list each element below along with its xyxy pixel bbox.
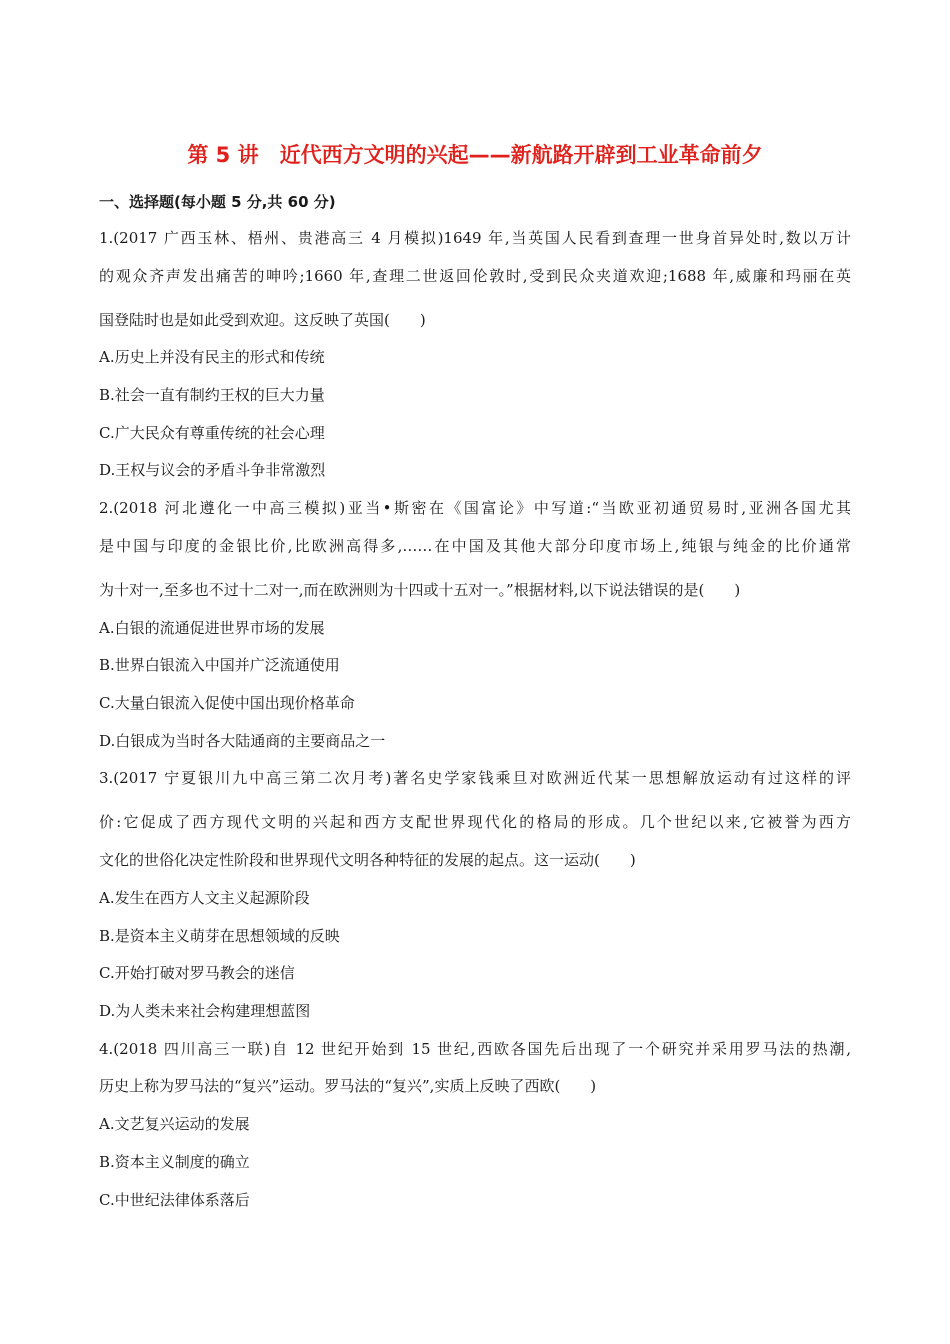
question-1-option-d: D.王权与议会的矛盾斗争非常激烈 bbox=[99, 461, 326, 479]
question-2-stem-line-1: 2.(2018 河北遵化一中高三模拟)亚当•斯密在《国富论》中写道:“当欧亚初通贸易时,亚洲各国尤其 bbox=[99, 499, 851, 517]
question-1-option-b: B.社会一直有制约王权的巨大力量 bbox=[99, 386, 325, 404]
question-4-stem-line-2: 历史上称为罗马法的“复兴”运动。罗马法的“复兴”,实质上反映了西欧( ) bbox=[99, 1077, 597, 1095]
question-4-stem-line-1: 4.(2018 四川高三一联)自 12 世纪开始到 15 世纪,西欧各国先后出现了一个研究并采用罗马法的热潮, bbox=[99, 1040, 851, 1058]
page-title: 第 5 讲 近代西方文明的兴起——新航路开辟到工业革命前夕 bbox=[187, 143, 763, 167]
question-2-option-b: B.世界白银流入中国并广泛流通使用 bbox=[99, 656, 340, 674]
question-2-stem-line-2: 是中国与印度的金银比价,比欧洲高得多,……在中国及其他大部分印度市场上,纯银与纯金的比价通常 bbox=[99, 537, 851, 555]
question-4-option-a: A.文艺复兴运动的发展 bbox=[99, 1115, 250, 1133]
section-heading: 一、选择题(每小题 5 分,共 60 分) bbox=[99, 193, 336, 211]
question-3-option-b: B.是资本主义萌芽在思想领域的反映 bbox=[99, 927, 340, 945]
question-4-option-c: C.中世纪法律体系落后 bbox=[99, 1191, 250, 1209]
question-3-option-d: D.为人类未来社会构建理想蓝图 bbox=[99, 1002, 311, 1020]
question-3-stem-line-2: 价:它促成了西方现代文明的兴起和西方支配世界现代化的格局的形成。几个世纪以来,它被誉为西方 bbox=[99, 813, 851, 831]
question-1-option-a: A.历史上并没有民主的形式和传统 bbox=[99, 348, 325, 366]
question-1-stem-line-2: 的观众齐声发出痛苦的呻吟;1660 年,查理二世返回伦敦时,受到民众夹道欢迎;1688 年,威廉和玛丽在英 bbox=[99, 267, 851, 285]
question-1-stem-line-3: 国登陆时也是如此受到欢迎。这反映了英国( ) bbox=[99, 311, 426, 329]
question-3-option-a: A.发生在西方人文主义起源阶段 bbox=[99, 889, 310, 907]
question-1-stem-line-1: 1.(2017 广西玉林、梧州、贵港高三 4 月模拟)1649 年,当英国人民看到查理一世身首异处时,数以万计 bbox=[99, 229, 851, 247]
question-2-option-a: A.白银的流通促进世界市场的发展 bbox=[99, 619, 325, 637]
question-3-option-c: C.开始打破对罗马教会的迷信 bbox=[99, 964, 295, 982]
question-2-option-c: C.大量白银流入促使中国出现价格革命 bbox=[99, 694, 355, 712]
question-3-stem-line-1: 3.(2017 宁夏银川九中高三第二次月考)著名史学家钱乘旦对欧洲近代某一思想解放运动有过这样的评 bbox=[99, 769, 851, 787]
question-3-stem-line-3: 文化的世俗化决定性阶段和世界现代文明各种特征的发展的起点。这一运动( ) bbox=[99, 851, 636, 869]
question-2-option-d: D.白银成为当时各大陆通商的主要商品之一 bbox=[99, 732, 386, 750]
question-4-option-b: B.资本主义制度的确立 bbox=[99, 1153, 250, 1171]
question-1-option-c: C.广大民众有尊重传统的社会心理 bbox=[99, 424, 325, 442]
question-2-stem-line-3: 为十对一,至多也不过十二对一,而在欧洲则为十四或十五对一。”根据材料,以下说法错误的是( ) bbox=[99, 581, 741, 599]
